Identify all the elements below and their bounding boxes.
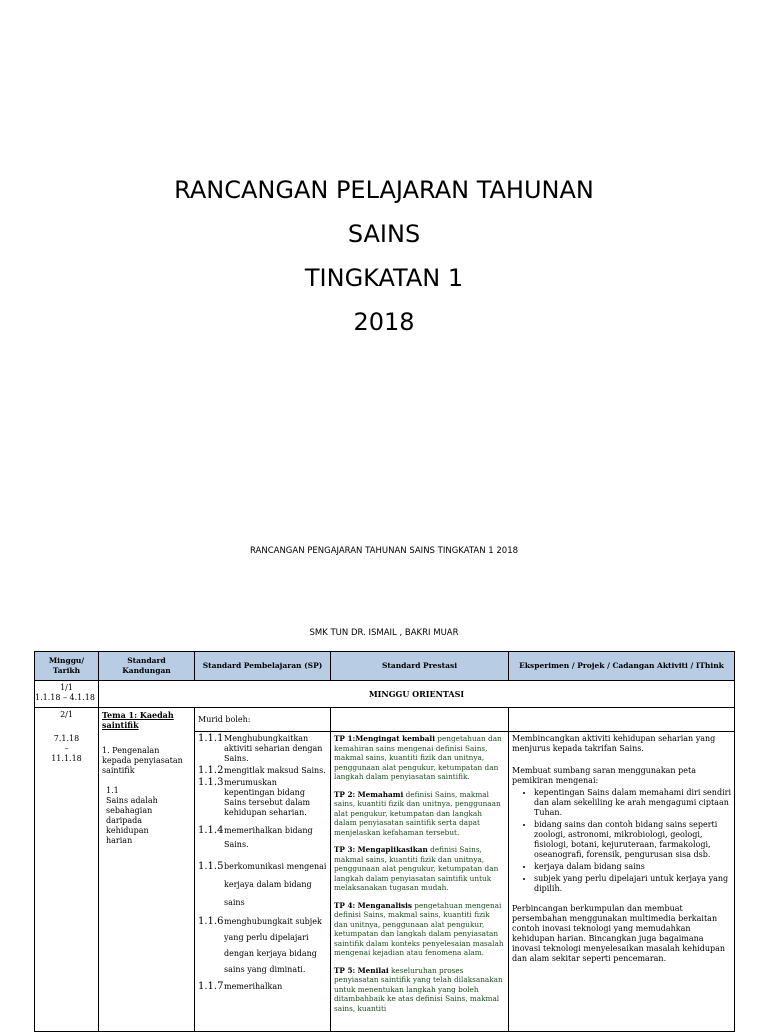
- tp-level-3: TP 3: Mengaplikasikan definisi Sains, makmal sains, kuantiti fizik dan unitnya, penggunaan alat pengukur, ketumpatan dan langkah dalam penyiasatan saintifik untuk melaksanakan tugasan mudah.: [334, 845, 499, 892]
- activity-group-presentation: Perbincangan berkumpulan dan membuat persembahan menggunakan multimedia berkaitan contoh inovasi teknologi yang memudahkan kehidupan harian. Bincangkan juga bagaimana inovasi teknologi menyelesaikan masalah kehidupan dan alam sekitar seperti pencemaran.: [512, 904, 726, 963]
- cover-title-line1: RANCANGAN PELAJARAN TAHUNAN: [174, 176, 594, 204]
- header-performance-standard: Standard Prestasi: [331, 652, 509, 681]
- lesson-plan-table: [34, 651, 735, 1032]
- tp-level-4: TP 4: Menganalisis pengetahuan mengenai definisi Sains, makmal sains, kuantiti fizik dan unitnya, penggunaan alat pengukur, ketumpatan dan langkah dalam penyiasatan saintifik dalam konteks penyelesaian masalah mengenai kejadian atau fenomena alam.: [334, 900, 504, 957]
- topic-title: 1. Pengenalan kepada penyiasatan saintifik: [102, 746, 183, 775]
- cover-title: [0, 168, 768, 344]
- sp-intro: Murid boleh:: [198, 714, 251, 724]
- sp-item: 1.1.1 Menghubungkaitkan aktiviti seharian dengan Sains.: [198, 733, 323, 763]
- performance-standard-cell: [331, 732, 509, 1032]
- week-date-start: 7.1.18: [53, 734, 80, 743]
- header-activities: Eksperimen / Projek / Cadangan Aktiviti / IThink: [509, 652, 735, 681]
- empty-cell: [509, 708, 735, 732]
- header-week: Minggu/ Tarikh: [35, 652, 99, 681]
- activity-brainstorm: Membuat sumbang saran menggunakan peta pemikiran mengenai:: [512, 766, 696, 785]
- week-date: 1.1.18 – 4.1.18: [35, 693, 95, 702]
- week-number: 2/1: [60, 710, 73, 719]
- tp-level-2: TP 2: Memahami definisi Sains, makmal sains, kuantiti fizik dan unitnya, penggunaan alat pengukur, ketumpatan dan langkah dalam penyiasatan saintifik serta dapat menjelaskan kefahaman tersebut.: [334, 789, 501, 837]
- sp-intro-cell: [195, 708, 331, 732]
- list-item: • bidang sains dan contoh bidang sains seperti zoologi, astronomi, mikrobiologi, geologi, fisiologi, botani, kejuruteraan, farmakologi, oseanografi, forensik, pengurusan sisa dsb.: [534, 820, 731, 860]
- header-content-standard: Standard Kandungan: [99, 652, 195, 681]
- theme-title: Tema 1: Kaedah saintifik: [102, 710, 174, 730]
- sp-item: 1.1.3 merumuskan kepentingan bidang Sains tersebut dalam kehidupan seharian.: [198, 777, 311, 817]
- week-cell: [35, 681, 99, 708]
- tp-level-5: TP 5: Menilai keseluruhan proses penyiasatan saintifik yang telah dilaksanakan untuk menentukan langkah yang boleh ditambahbaik ke atas definisi Sains, makmal sains, kuantiti: [334, 965, 503, 1013]
- week-cell: [35, 708, 99, 1032]
- cover-title-line3: TINGKATAN 1: [304, 264, 464, 292]
- orientation-week-label: MINGGU ORIENTASI: [99, 681, 735, 708]
- week-date-dash: –: [64, 744, 69, 753]
- sp-item: 1.1.2 mengitlak maksud Sains.: [198, 765, 326, 776]
- week-date-end: 11.1.18: [51, 754, 82, 763]
- activities-cell: [509, 732, 735, 1032]
- sp-item: 1.1.5 berkomunikasi mengenai kerjaya dalam bidang sains: [198, 861, 327, 907]
- activity-list: [512, 788, 731, 894]
- header-learning-standard: Standard Pembelajaran (SP): [195, 652, 331, 681]
- subtopic-text: Sains adalah sebahagian daripada kehidupan harian: [106, 796, 158, 845]
- tp-level-1: TP 1:Mengingat kembali pengetahuan dan kemahiran sains mengenai definisi Sains, makmal sains, kuantiti fizik dan unitnya, penggunaan alat pengukur, ketumpatan dan langkah dalam penyiasatan saintifik.: [334, 734, 502, 781]
- sp-item: 1.1.6 menghubungkait subjek yang perlu dipelajari dengan kerjaya bidang sains yang diminati.: [198, 916, 322, 974]
- cover-title-line4: 2018: [353, 308, 415, 336]
- activity-discussion: Membincangkan aktiviti kehidupan seharian yang menjurus kepada takrifan Sains.: [512, 734, 716, 753]
- week-number: 1/1: [60, 683, 73, 692]
- empty-cell: [331, 708, 509, 732]
- sp-item: 1.1.4 memerihalkan bidang Sains.: [198, 825, 313, 849]
- learning-standard-cell: [195, 732, 331, 1032]
- list-item: • kerjaya dalam bidang sains: [534, 862, 731, 872]
- table-header-row: [35, 652, 735, 681]
- table-row: [35, 708, 735, 732]
- list-item: • kepentingan Sains dalam memahami diri sendiri dan alam sekeliling ke arah mengagumi ciptaan Tuhan.: [534, 788, 731, 818]
- school-name: SMK TUN DR. ISMAIL , BAKRI MUAR: [309, 628, 459, 638]
- sp-item: 1.1.7 memerihalkan: [198, 981, 283, 992]
- table-row: [35, 681, 735, 708]
- list-item: • subjek yang perlu dipelajari untuk kerjaya yang dipilih.: [534, 874, 731, 894]
- content-standard-cell: [99, 708, 195, 1032]
- subtopic-number: 1.1: [106, 786, 119, 795]
- cover-title-line2: SAINS: [347, 220, 421, 248]
- document-heading: RANCANGAN PENGAJARAN TAHUNAN SAINS TINGKATAN 1 2018: [249, 546, 519, 556]
